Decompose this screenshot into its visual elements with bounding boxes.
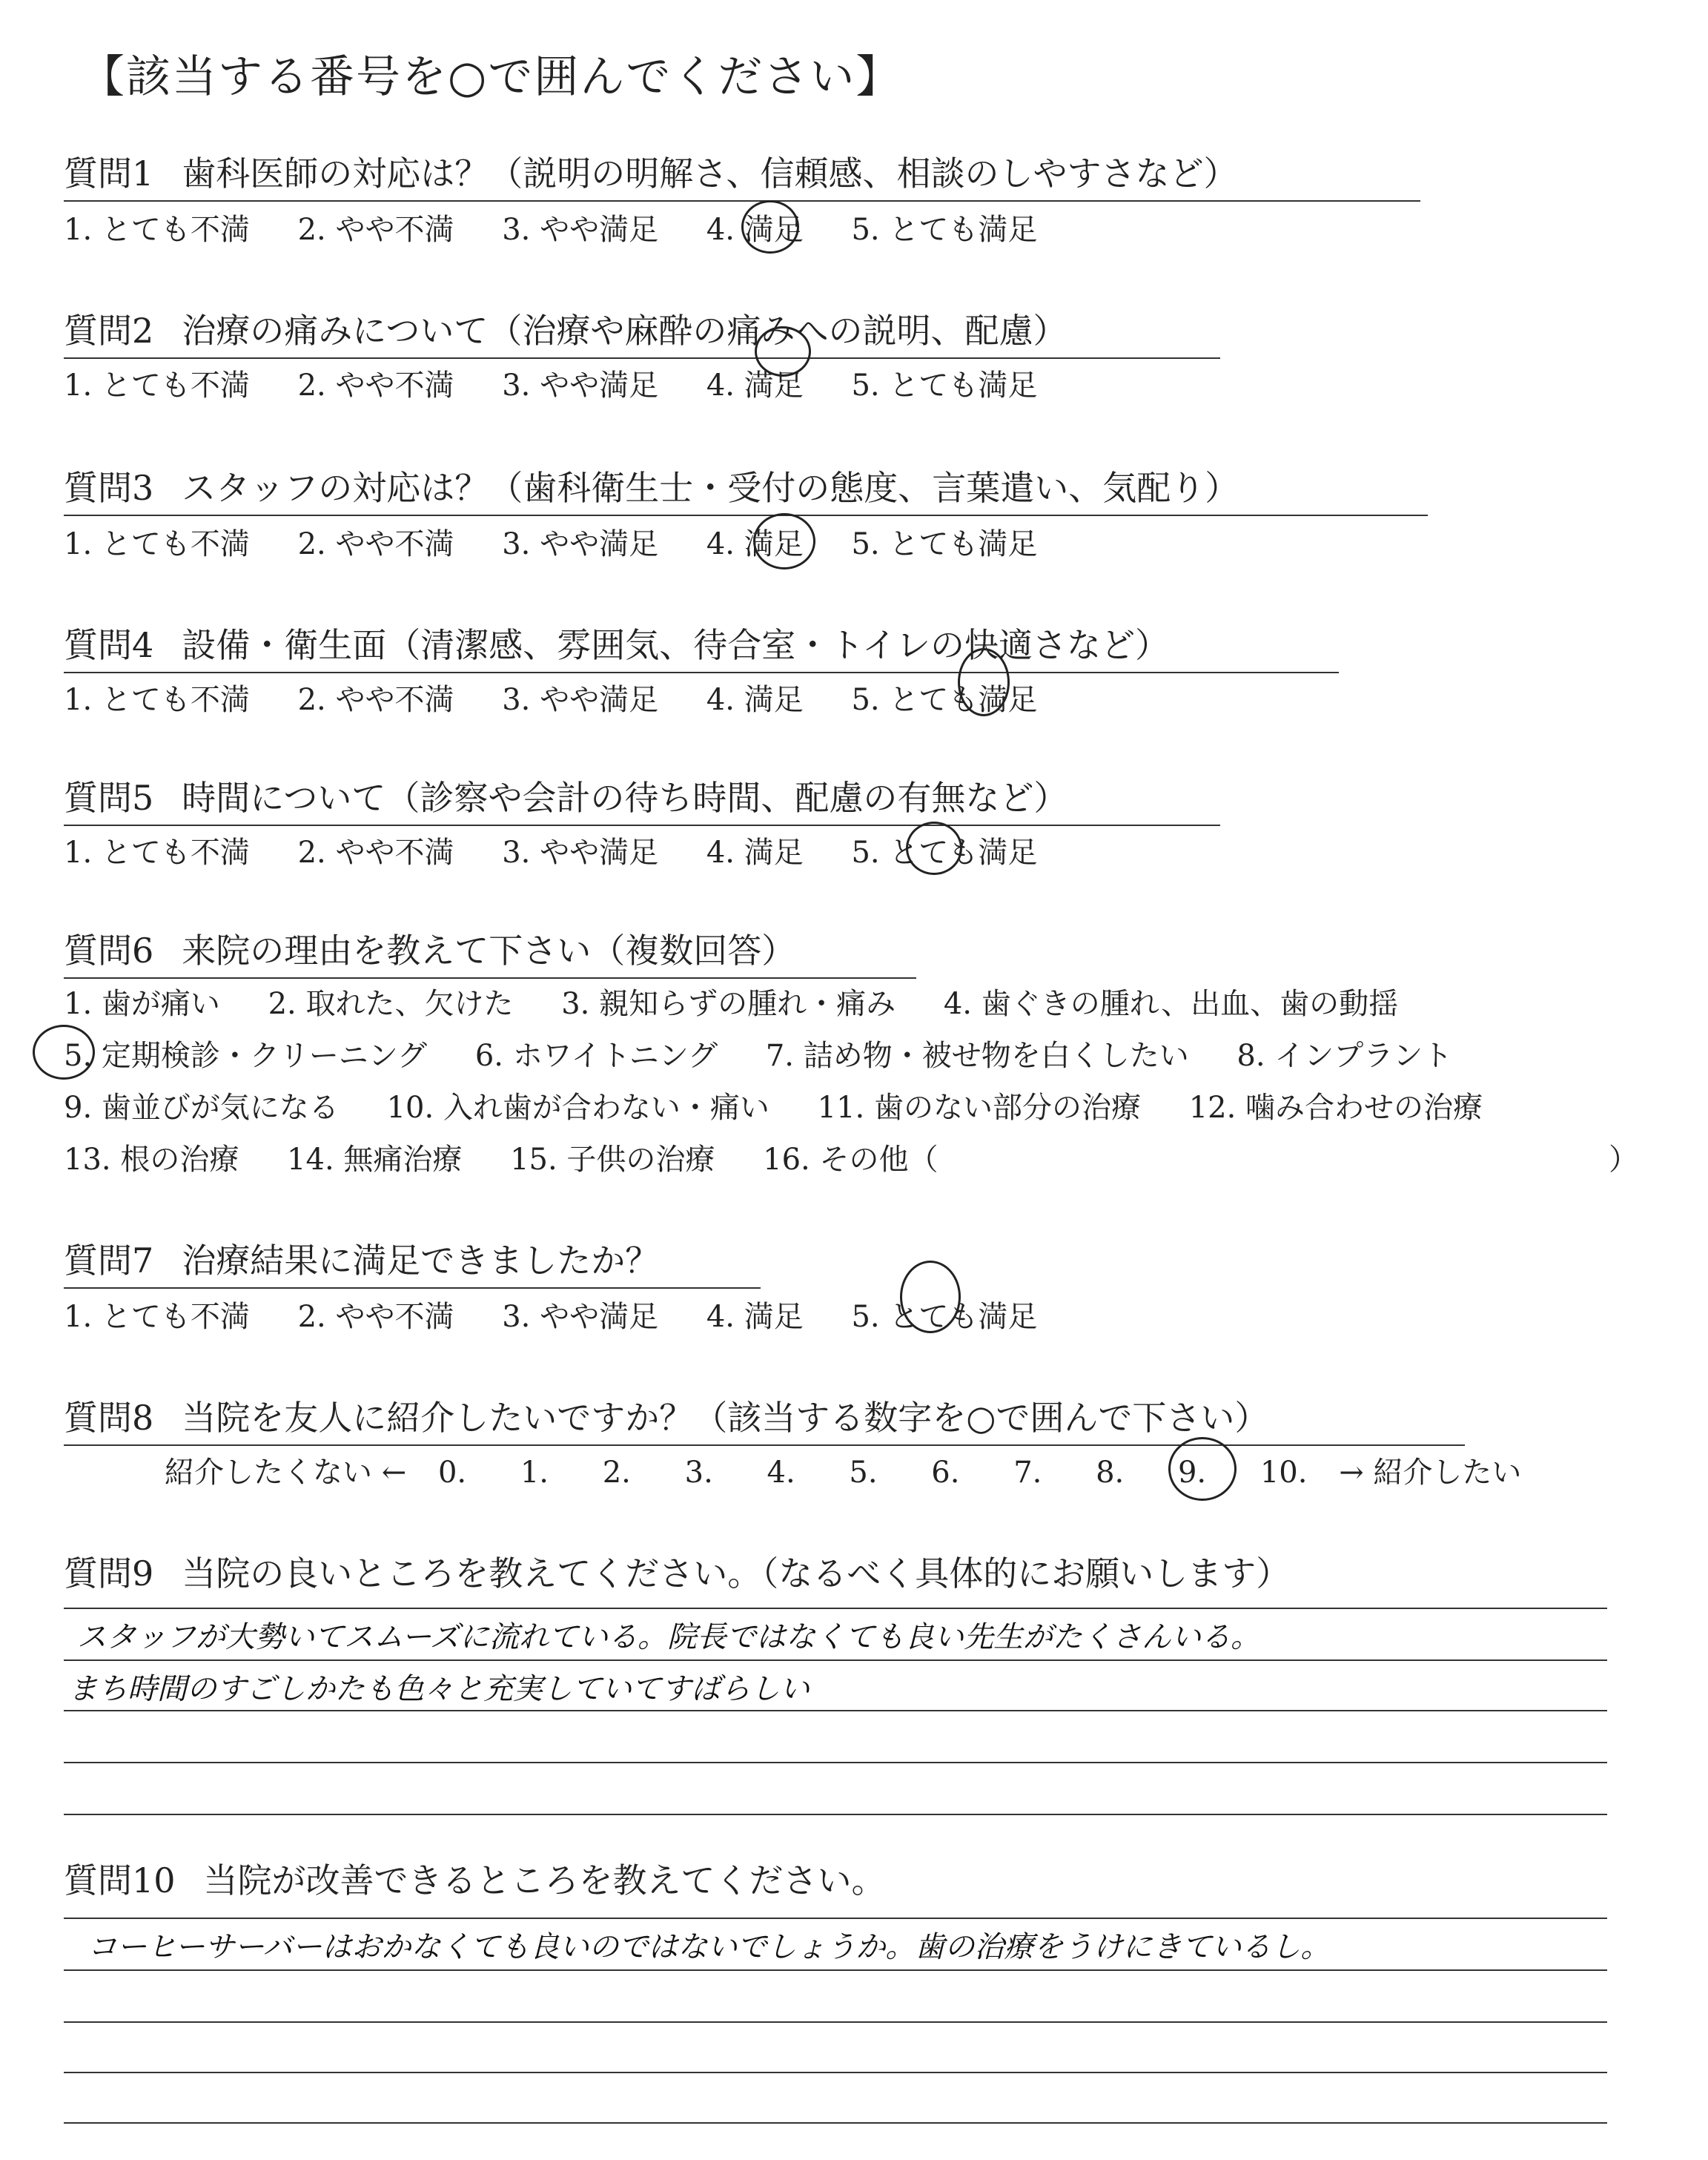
reason-option[interactable]: 8. インプラント xyxy=(1237,1039,1453,1073)
question-1-options xyxy=(64,206,1076,248)
option-1[interactable]: 1. とても不満 xyxy=(64,213,250,247)
option-4[interactable]: 4. 満足 xyxy=(706,836,804,870)
answer-line xyxy=(64,1762,1607,1763)
reason-option[interactable]: 3. 親知らずの腫れ・痛み xyxy=(561,987,896,1021)
option-5[interactable]: 5. とても満足 xyxy=(851,369,1038,403)
answer-line xyxy=(64,2072,1607,2073)
option-4[interactable]: 4. 満足 xyxy=(706,683,804,717)
question-8-heading xyxy=(64,1391,1465,1446)
answer-circle-mark xyxy=(958,648,1010,716)
page-title: 【該当する番号を○で囲んでください】 xyxy=(80,51,902,103)
scale-right-label: → 紹介したい xyxy=(1339,1456,1522,1490)
answer-line xyxy=(64,1608,1607,1609)
reason-option[interactable]: 10. 入れ歯が合わない・痛い xyxy=(386,1091,769,1125)
reason-option[interactable]: 12. 噛み合わせの治療 xyxy=(1188,1091,1483,1125)
reason-option[interactable]: 5. 定期検診・クリーニング xyxy=(64,1039,428,1073)
option-3[interactable]: 3. やや満足 xyxy=(502,527,659,561)
option-2[interactable]: 2. やや不満 xyxy=(297,213,454,247)
question-label: 質問5 xyxy=(64,778,154,818)
answer-circle-mark xyxy=(906,822,962,875)
question-label: 質問6 xyxy=(64,931,154,971)
question-label: 質問2 xyxy=(64,311,154,351)
reason-option[interactable]: 1. 歯が痛い xyxy=(64,987,220,1021)
handwritten-answer[interactable]: コーヒーサーバーはおかなくても良いのではないでしょうか。歯の治療をうけにきているし。 xyxy=(87,1930,1331,1964)
question-3-options xyxy=(64,521,1076,563)
scale-left-label: 紹介したくない ← xyxy=(165,1456,407,1490)
scale-option[interactable]: 8. xyxy=(1096,1456,1125,1490)
option-4[interactable]: 4. 満足 xyxy=(706,527,804,561)
question-text: 当院が改善できるところを教えてください。 xyxy=(203,1860,886,1900)
option-2[interactable]: 2. やや不満 xyxy=(297,527,454,561)
question-label: 質問8 xyxy=(64,1398,154,1438)
option-1[interactable]: 1. とても不満 xyxy=(64,683,250,717)
option-5[interactable]: 5. とても満足 xyxy=(851,1300,1038,1334)
question-2-options xyxy=(64,362,1076,404)
scale-option[interactable]: 9. xyxy=(1177,1456,1207,1490)
answer-circle-mark xyxy=(755,326,811,377)
scale-option[interactable]: 6. xyxy=(931,1456,960,1490)
reason-option[interactable]: 15. 子供の治療 xyxy=(510,1143,715,1177)
question-text: 設備・衛生面（清潔感、雰囲気、待合室・トイレの快適さなど） xyxy=(182,625,1169,665)
scale-option[interactable]: 0. xyxy=(437,1456,467,1490)
question-label: 質問4 xyxy=(64,625,154,665)
option-1[interactable]: 1. とても不満 xyxy=(64,836,250,870)
reason-option[interactable]: 9. 歯並びが気になる xyxy=(64,1091,339,1125)
question-label: 質問3 xyxy=(64,468,154,508)
question-4-heading xyxy=(64,618,1339,673)
option-3[interactable]: 3. やや満足 xyxy=(502,369,659,403)
question-7-heading xyxy=(64,1234,761,1289)
option-3[interactable]: 3. やや満足 xyxy=(502,683,659,717)
reason-option[interactable]: 13. 根の治療 xyxy=(64,1143,239,1177)
option-4[interactable]: 4. 満足 xyxy=(706,1300,804,1334)
option-2[interactable]: 2. やや不満 xyxy=(297,369,454,403)
scale-option[interactable]: 10. xyxy=(1260,1456,1308,1490)
question-text: 時間について（診察や会計の待ち時間、配慮の有無など） xyxy=(182,778,1068,818)
handwritten-answer[interactable]: スタッフが大勢いてスムーズに流れている。院長ではなくても良い先生がたくさんいる。 xyxy=(77,1620,1260,1654)
answer-circle-mark xyxy=(33,1025,95,1080)
question-3-heading xyxy=(64,461,1428,516)
question-text: 歯科医師の対応は？（説明の明解さ、信頼感、相談のしやすさなど） xyxy=(182,153,1238,194)
option-5[interactable]: 5. とても満足 xyxy=(851,683,1038,717)
scale-option[interactable]: 1. xyxy=(520,1456,549,1490)
answer-line xyxy=(64,1969,1607,1971)
answer-line xyxy=(64,1814,1607,1815)
option-2[interactable]: 2. やや不満 xyxy=(297,683,454,717)
option-5[interactable]: 5. とても満足 xyxy=(851,213,1038,247)
other-close-paren: ） xyxy=(1609,1143,1638,1177)
question-10-heading xyxy=(64,1854,886,1903)
option-3[interactable]: 3. やや満足 xyxy=(502,836,659,870)
question-text: 治療結果に満足できましたか？ xyxy=(182,1241,660,1281)
question-5-heading xyxy=(64,771,1220,826)
reason-option[interactable]: 14. 無痛治療 xyxy=(287,1143,463,1177)
question-text: 治療の痛みについて（治療や麻酔の痛みへの説明、配慮） xyxy=(182,311,1068,351)
question-text: 来院の理由を教えて下さい（複数回答） xyxy=(182,931,796,971)
question-text: 当院の良いところを教えてください。（なるべく具体的にお願いします） xyxy=(182,1553,1291,1593)
option-3[interactable]: 3. やや満足 xyxy=(502,213,659,247)
handwritten-answer[interactable]: まち時間のすごしかたも色々と充実していてすばらしい xyxy=(68,1672,810,1706)
option-4[interactable]: 4. 満足 xyxy=(706,213,804,247)
answer-line xyxy=(64,1659,1607,1661)
question-6-row-3 xyxy=(64,1084,1521,1126)
question-label: 質問9 xyxy=(64,1553,154,1593)
scale-option[interactable]: 7. xyxy=(1013,1456,1042,1490)
option-5[interactable]: 5. とても満足 xyxy=(851,527,1038,561)
question-text: スタッフの対応は？（歯科衛生士・受付の態度、言葉遣い、気配り） xyxy=(182,468,1239,508)
option-3[interactable]: 3. やや満足 xyxy=(502,1300,659,1334)
question-label: 質問7 xyxy=(64,1241,154,1281)
answer-circle-mark xyxy=(741,200,799,254)
answer-circle-mark xyxy=(1168,1437,1237,1501)
question-6-row-4 xyxy=(64,1136,976,1178)
option-4[interactable]: 4. 満足 xyxy=(706,369,804,403)
answer-circle-mark xyxy=(753,513,815,569)
question-6-row-1 xyxy=(64,980,1437,1023)
scale-option[interactable]: 4. xyxy=(767,1456,795,1490)
option-2[interactable]: 2. やや不満 xyxy=(297,836,454,870)
question-label: 質問10 xyxy=(64,1860,176,1900)
reason-option[interactable]: 6. ホワイトニング xyxy=(474,1039,718,1073)
answer-line xyxy=(64,2122,1607,2124)
option-2[interactable]: 2. やや不満 xyxy=(297,1300,454,1334)
question-text: 当院を友人に紹介したいですか？（該当する数字を○で囲んで下さい） xyxy=(182,1398,1269,1438)
answer-line xyxy=(64,2021,1607,2023)
reason-option[interactable]: 4. 歯ぐきの腫れ、出血、歯の動揺 xyxy=(943,987,1399,1021)
question-8-scale xyxy=(165,1449,1521,1491)
question-1-heading xyxy=(64,147,1420,202)
option-5[interactable]: 5. とても満足 xyxy=(851,836,1038,870)
question-9-heading xyxy=(64,1547,1290,1596)
answer-line xyxy=(64,1710,1607,1711)
question-label: 質問1 xyxy=(64,153,154,194)
option-1[interactable]: 1. とても不満 xyxy=(64,1300,250,1334)
reason-option[interactable]: 2. 取れた、欠けた xyxy=(268,987,514,1021)
answer-circle-mark xyxy=(900,1261,961,1333)
option-1[interactable]: 1. とても不満 xyxy=(64,527,250,561)
reason-option-other[interactable]: 16. その他（ xyxy=(763,1143,939,1177)
scale-option[interactable]: 2. xyxy=(602,1456,631,1490)
scale-option[interactable]: 3. xyxy=(684,1456,713,1490)
scale-option[interactable]: 5. xyxy=(849,1456,878,1490)
question-4-options xyxy=(64,676,1076,719)
question-6-row-2 xyxy=(64,1032,1491,1074)
reason-option[interactable]: 7. 詰め物・被せ物を白くしたい xyxy=(765,1039,1189,1073)
reason-option[interactable]: 11. 歯のない部分の治療 xyxy=(817,1091,1141,1125)
question-2-heading xyxy=(64,304,1220,359)
option-1[interactable]: 1. とても不満 xyxy=(64,369,250,403)
answer-line xyxy=(64,1918,1607,1919)
question-6-heading xyxy=(64,924,916,979)
